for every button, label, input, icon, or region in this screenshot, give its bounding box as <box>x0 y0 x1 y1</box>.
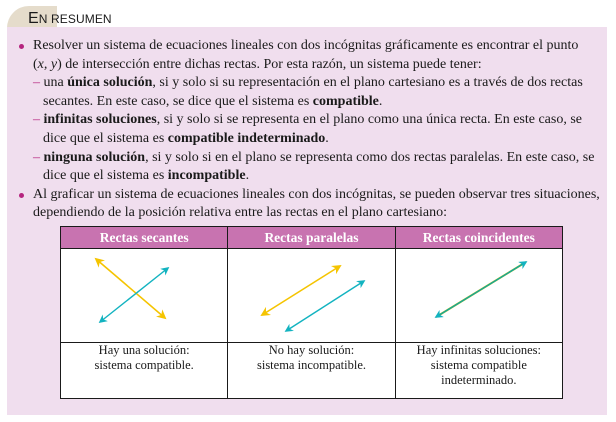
caption-secant: Hay una solución: sistema compatible. <box>61 343 228 399</box>
subitem-no-solution: – ninguna solución, si y solo si en el plano se representa como dos rectas paralelas. En este caso, se dice que el sistema es incompatible. <box>33 149 595 184</box>
parallel-lines-figure <box>228 249 395 343</box>
section-heading: EN RESUMEN <box>28 10 112 27</box>
bullet-item-1: Resolver un sistema de ecuaciones lineales con dos incógnitas gráficamente es encontrar el punto (x, y) de intersección entre dichas rectas. Por esta razón, un sistema puede tener: – una única solución, si y solo si su representación en el plano cartesiano es a través de dos rectas secantes. En este caso, se dice que el sistema es compatible. – infinitas soluciones, si y solo si se representa en el plano como una única recta. En este caso, se dice que el sistema es compatible indeterminado. – ninguna solución, si y solo si en el plano se representa como dos rectas paralelas. En este caso, se dice que el sistema es incompatible. <box>17 37 607 186</box>
header-parallel: Rectas paralelas <box>228 227 395 249</box>
table-header-row <box>61 227 563 249</box>
secant-lines-icon <box>62 249 227 342</box>
header-coincident: Rectas coincidentes <box>395 227 562 249</box>
header-secant: Rectas secantes <box>61 227 228 249</box>
caption-coincident: Hay infinitas soluciones: sistema compatible indeterminado. <box>395 343 562 399</box>
bullet-icon <box>19 44 24 49</box>
subitem-unique-solution: – una única solución, si y solo si su representación en el plano cartesiano es a través de dos rectas secantes. En este caso, se dice que el sistema es compatible. <box>33 75 583 109</box>
subitem-infinite-solutions: – infinitas soluciones, si y solo si se representa en el plano como una única recta. En este caso, se dice que el sistema es compatible indeterminado. <box>33 112 583 146</box>
secant-lines-figure <box>61 249 228 343</box>
caption-parallel: No hay solución: sistema incompatible. <box>228 343 395 399</box>
table-caption-row <box>61 343 563 399</box>
bullet-item-2: Al graficar un sistema de ecuaciones lineales con dos incógnitas, se pueden observar tres situaciones, dependiendo de la posición relativa entre las rectas en el plano cartesiano: <box>17 186 607 223</box>
coincident-lines-figure <box>395 249 562 343</box>
coincident-lines-icon <box>396 249 563 342</box>
line-cases-table <box>60 226 563 399</box>
summary-body <box>17 37 607 223</box>
table-image-row <box>61 249 563 343</box>
parallel-lines-icon <box>228 249 395 342</box>
bullet-icon <box>19 193 24 198</box>
